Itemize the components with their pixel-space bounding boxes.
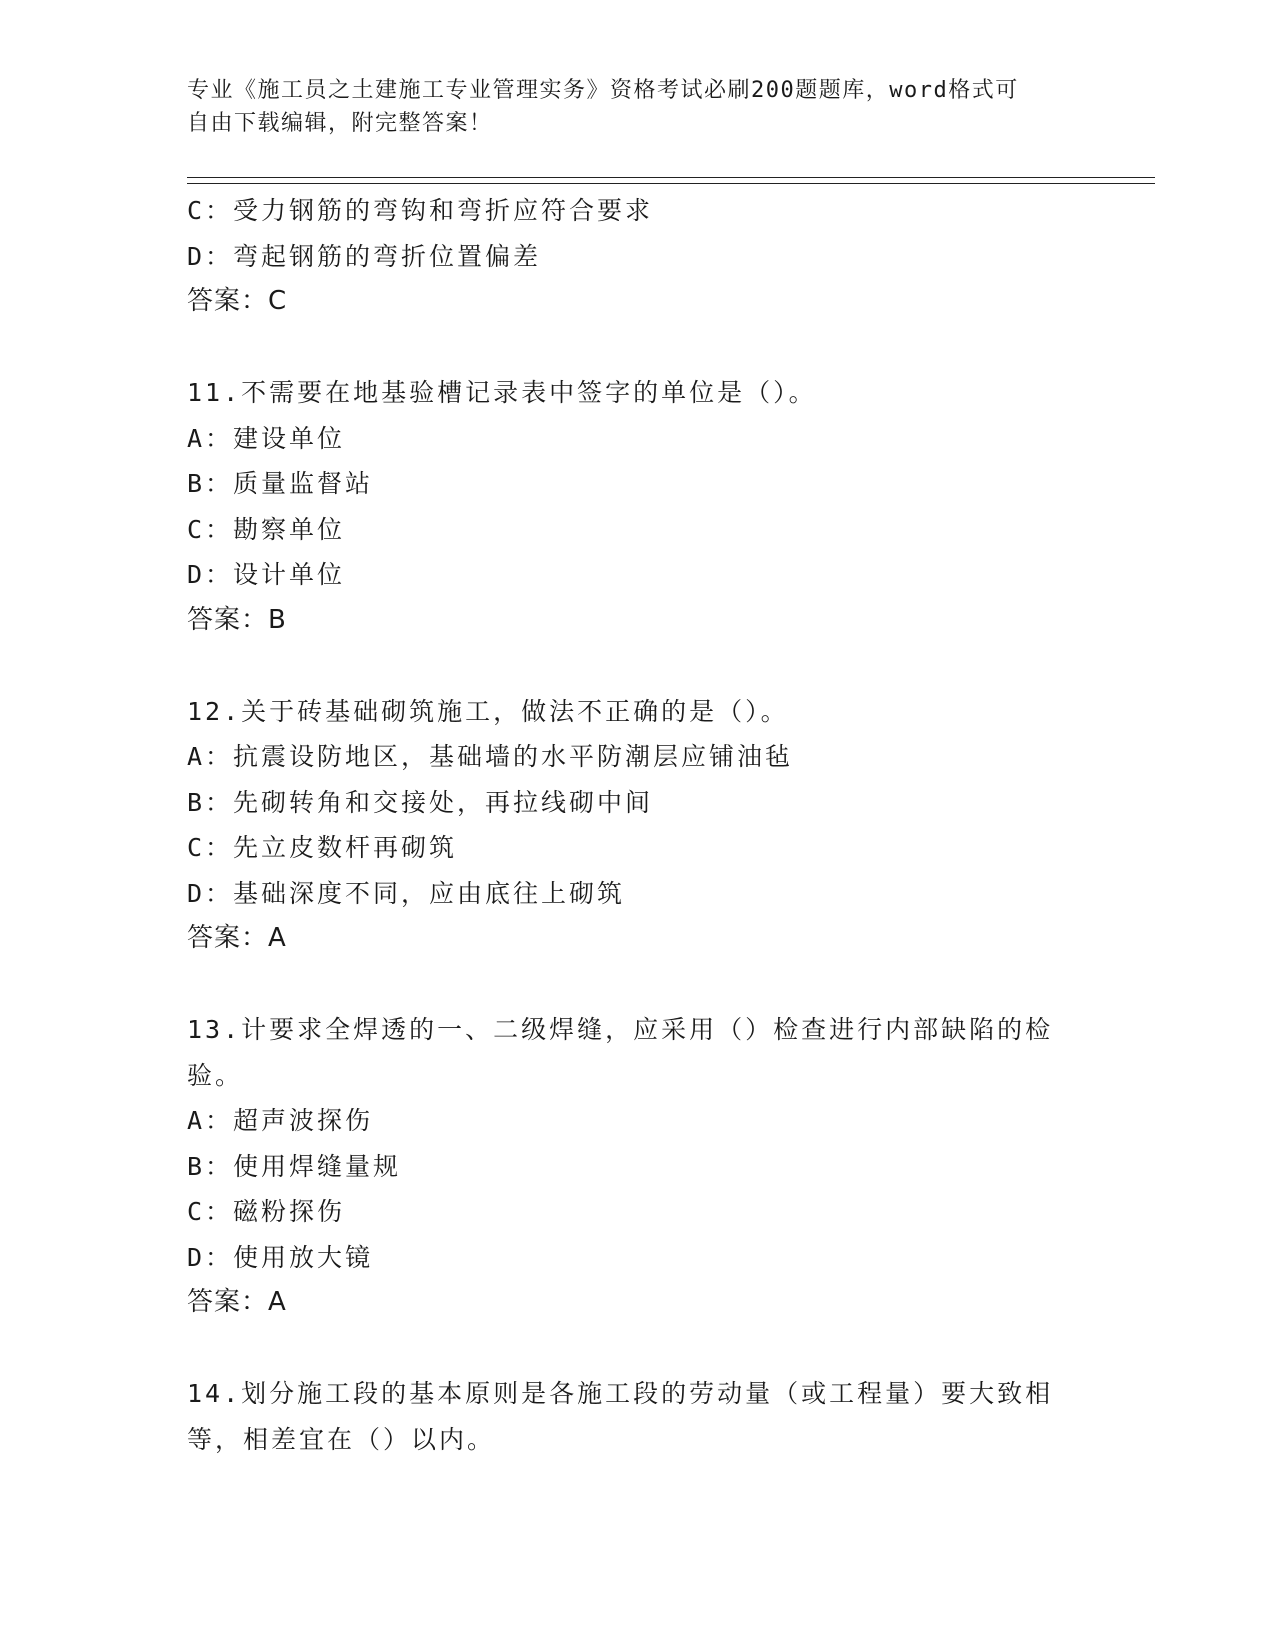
question-stem-line-2: 验。 bbox=[187, 1060, 244, 1090]
question-11 bbox=[187, 370, 1087, 643]
header-line-2: 自由下载编辑，附完整答案！ bbox=[187, 111, 493, 136]
header-rule-top bbox=[187, 177, 1155, 178]
option-d: D：弯起钢筋的弯折位置偏差 bbox=[187, 241, 542, 271]
option-d: D：使用放大镜 bbox=[187, 1242, 374, 1272]
answer-line: 答案：B bbox=[187, 604, 287, 635]
question-partial bbox=[187, 188, 1087, 325]
question-stem-line-1: 13.计要求全焊透的一、二级焊缝，应采用（）检查进行内部缺陷的检 bbox=[187, 1015, 1054, 1044]
question-12 bbox=[187, 689, 1087, 962]
option-a: A：抗震设防地区，基础墙的水平防潮层应铺油毡 bbox=[187, 742, 794, 771]
question-stem: 11.不需要在地基验槽记录表中签字的单位是（）。 bbox=[187, 378, 817, 407]
option-c: C：受力钢筋的弯钩和弯折应符合要求 bbox=[187, 196, 654, 225]
option-b: B：先砌转角和交接处，再拉线砌中间 bbox=[187, 787, 654, 817]
option-a: A：超声波探伤 bbox=[187, 1106, 374, 1135]
option-b: B：质量监督站 bbox=[187, 469, 374, 498]
page-header bbox=[187, 74, 1067, 140]
question-stem-line-2: 等，相差宜在（）以内。 bbox=[187, 1424, 496, 1454]
answer-line: 答案：A bbox=[187, 923, 287, 953]
question-14 bbox=[187, 1371, 1087, 1462]
option-d: D：设计单位 bbox=[187, 560, 346, 589]
option-c: C：磁粉探伤 bbox=[187, 1197, 346, 1226]
question-list bbox=[187, 188, 1087, 1462]
spacer bbox=[187, 643, 1087, 689]
option-d: D：基础深度不同，应由底往上砌筑 bbox=[187, 878, 626, 908]
option-a: A：建设单位 bbox=[187, 423, 346, 453]
answer-line: 答案：C bbox=[187, 286, 288, 316]
option-c: C：勘察单位 bbox=[187, 514, 346, 544]
question-stem-line-1: 14.划分施工段的基本原则是各施工段的劳动量（或工程量）要大致相 bbox=[187, 1379, 1054, 1408]
header-line-1: 专业《施工员之土建施工专业管理实务》资格考试必刷200题题库，word格式可 bbox=[187, 78, 1019, 103]
question-stem: 12.关于砖基础砌筑施工，做法不正确的是（）。 bbox=[187, 696, 789, 726]
option-c: C：先立皮数杆再砌筑 bbox=[187, 833, 458, 862]
header-rule-bottom bbox=[187, 183, 1155, 184]
spacer bbox=[187, 962, 1087, 1008]
answer-line: 答案：A bbox=[187, 1287, 287, 1317]
question-13 bbox=[187, 1007, 1087, 1326]
spacer bbox=[187, 325, 1087, 371]
spacer bbox=[187, 1326, 1087, 1372]
option-b: B：使用焊缝量规 bbox=[187, 1151, 402, 1181]
